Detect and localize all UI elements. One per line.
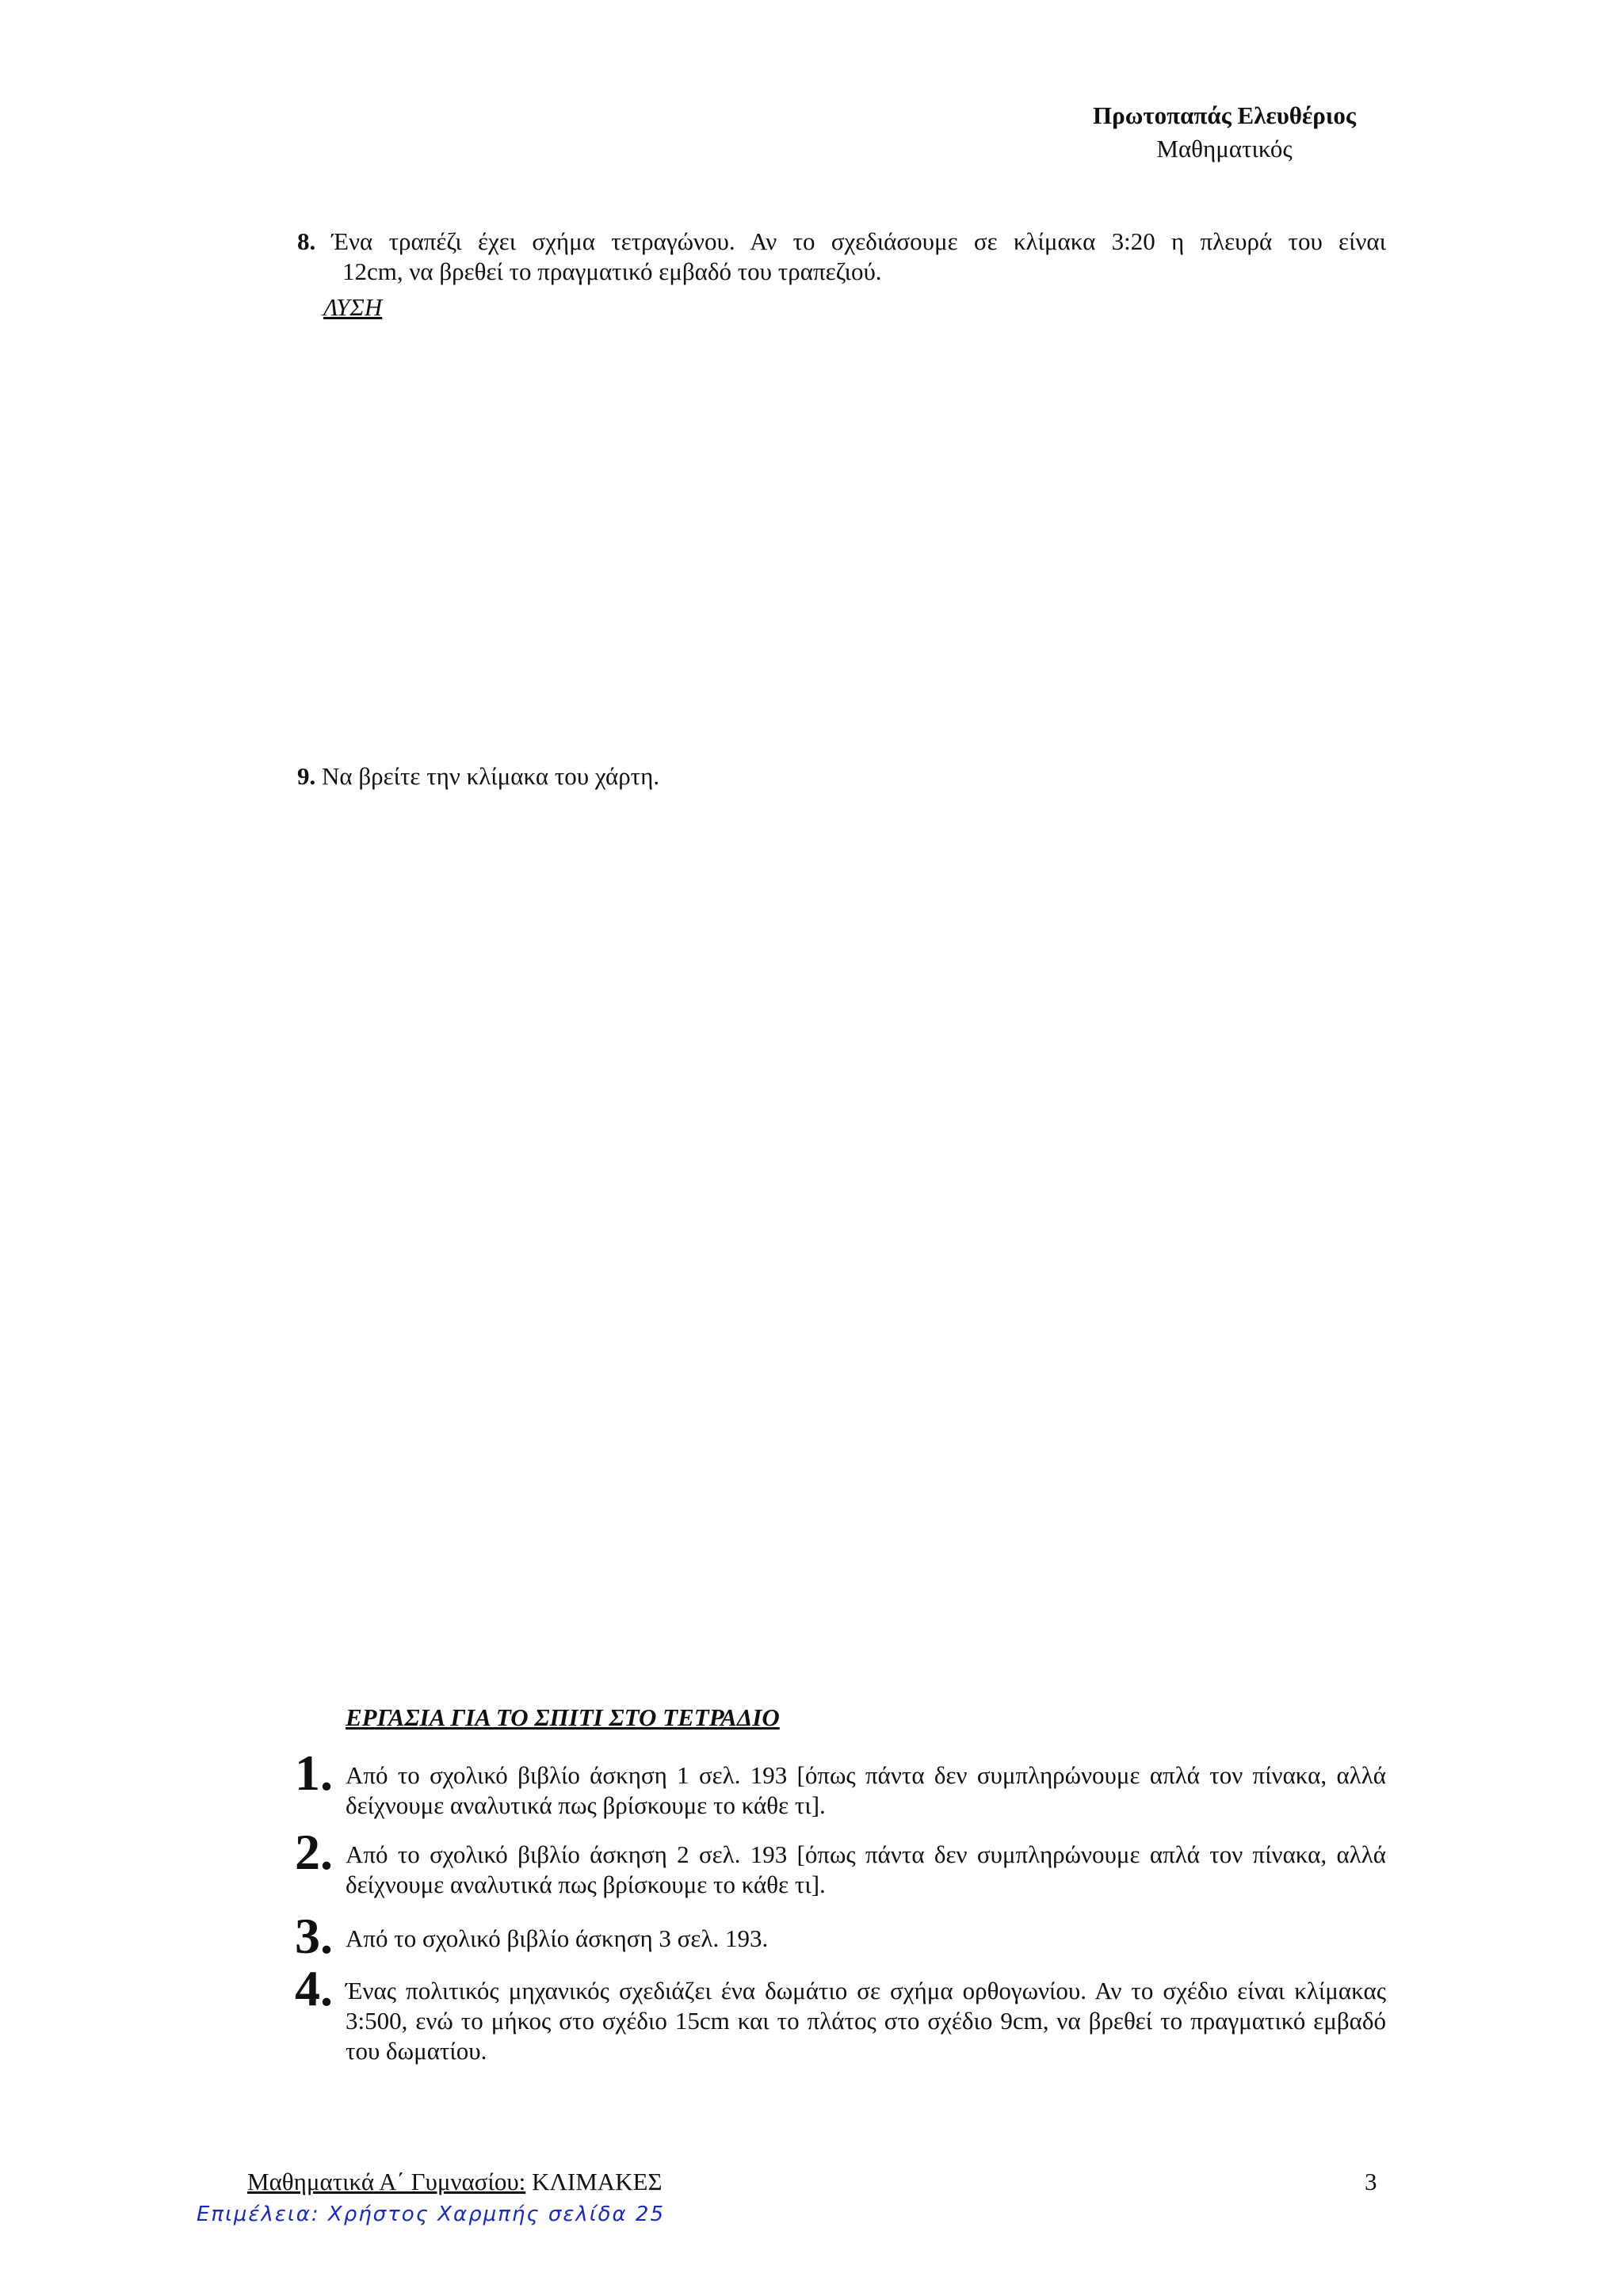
exercise-8-text-1: Ένα τραπέζι έχει σχήμα τετραγώνου. Αν το σχεδιάσουμε σε κλίμακα 3:20 η πλευρά του είναι xyxy=(331,227,1387,255)
exercise-9-text: Να βρείτε την κλίμακα του χάρτη. xyxy=(322,762,660,790)
homework-item-number: 2. xyxy=(295,1824,333,1880)
exercise-9-number: 9. xyxy=(297,762,316,790)
solution-label: ΛΥΣΗ xyxy=(323,293,383,321)
homework-item-2 xyxy=(295,1824,1386,1900)
homework-item-number: 4. xyxy=(295,1960,333,2016)
homework-title: ΕΡΓΑΣΙΑ ΓΙΑ ΤΟ ΣΠΙΤΙ ΣΤΟ ΤΕΤΡΑΔΙΟ xyxy=(346,1703,780,1731)
exercise-9 xyxy=(297,762,659,791)
author-role: Μαθηματικός xyxy=(1156,135,1293,162)
footer-title xyxy=(247,2168,663,2196)
exercise-8-number: 8. xyxy=(297,227,316,255)
exercise-8-line-1 xyxy=(297,227,1386,257)
homework-item-number: 1. xyxy=(295,1745,333,1801)
footer-topic: ΚΛΙΜΑΚΕΣ xyxy=(532,2168,663,2195)
homework-item-text: Από το σχολικό βιβλίο άσκηση 1 σελ. 193 [όπως πάντα δεν συμπληρώνουμε απλά τον πίνακα, αλλά δείχνουμε αναλυτικά πως βρίσκουμε το κάθε τι]. xyxy=(346,1761,1386,1819)
page-header xyxy=(1093,99,1356,166)
exercise-8 xyxy=(297,227,1386,287)
homework-item-1 xyxy=(295,1745,1386,1821)
footer-page-number: 3 xyxy=(1365,2168,1377,2195)
exercise-8-text-2: 12cm, να βρεθεί το πραγματικό εμβαδό του τραπεζιού. xyxy=(342,257,882,285)
author-name: Πρωτοπαπάς Ελευθέριος xyxy=(1093,101,1356,129)
homework-item-3 xyxy=(295,1908,1386,1964)
footer-credit: Επιμέλεια: Χρήστος Χαρμπής σελίδα 25 xyxy=(197,2203,665,2226)
homework-item-number: 3. xyxy=(295,1908,333,1964)
homework-item-text: Ένας πολιτικός μηχανικός σχεδιάζει ένα δωμάτιο σε σχήμα ορθογωνίου. Αν το σχέδιο είναι κλίμακας 3:500, ενώ το μήκος στο σχέδιο 15cm και το πλάτος στο σχέδιο 9cm, να βρεθεί το πραγματικό εμβαδό του δωματίου. xyxy=(346,1977,1386,2065)
homework-item-text: Από το σχολικό βιβλίο άσκηση 3 σελ. 193. xyxy=(346,1924,769,1952)
homework-item-4 xyxy=(295,1960,1386,2066)
footer-subject: Μαθηματικά Α΄ Γυμνασίου: xyxy=(247,2168,526,2195)
homework-item-text: Από το σχολικό βιβλίο άσκηση 2 σελ. 193 [όπως πάντα δεν συμπληρώνουμε απλά τον πίνακα, αλλά δείχνουμε αναλυτικά πως βρίσκουμε το κάθε τι]. xyxy=(346,1840,1386,1898)
